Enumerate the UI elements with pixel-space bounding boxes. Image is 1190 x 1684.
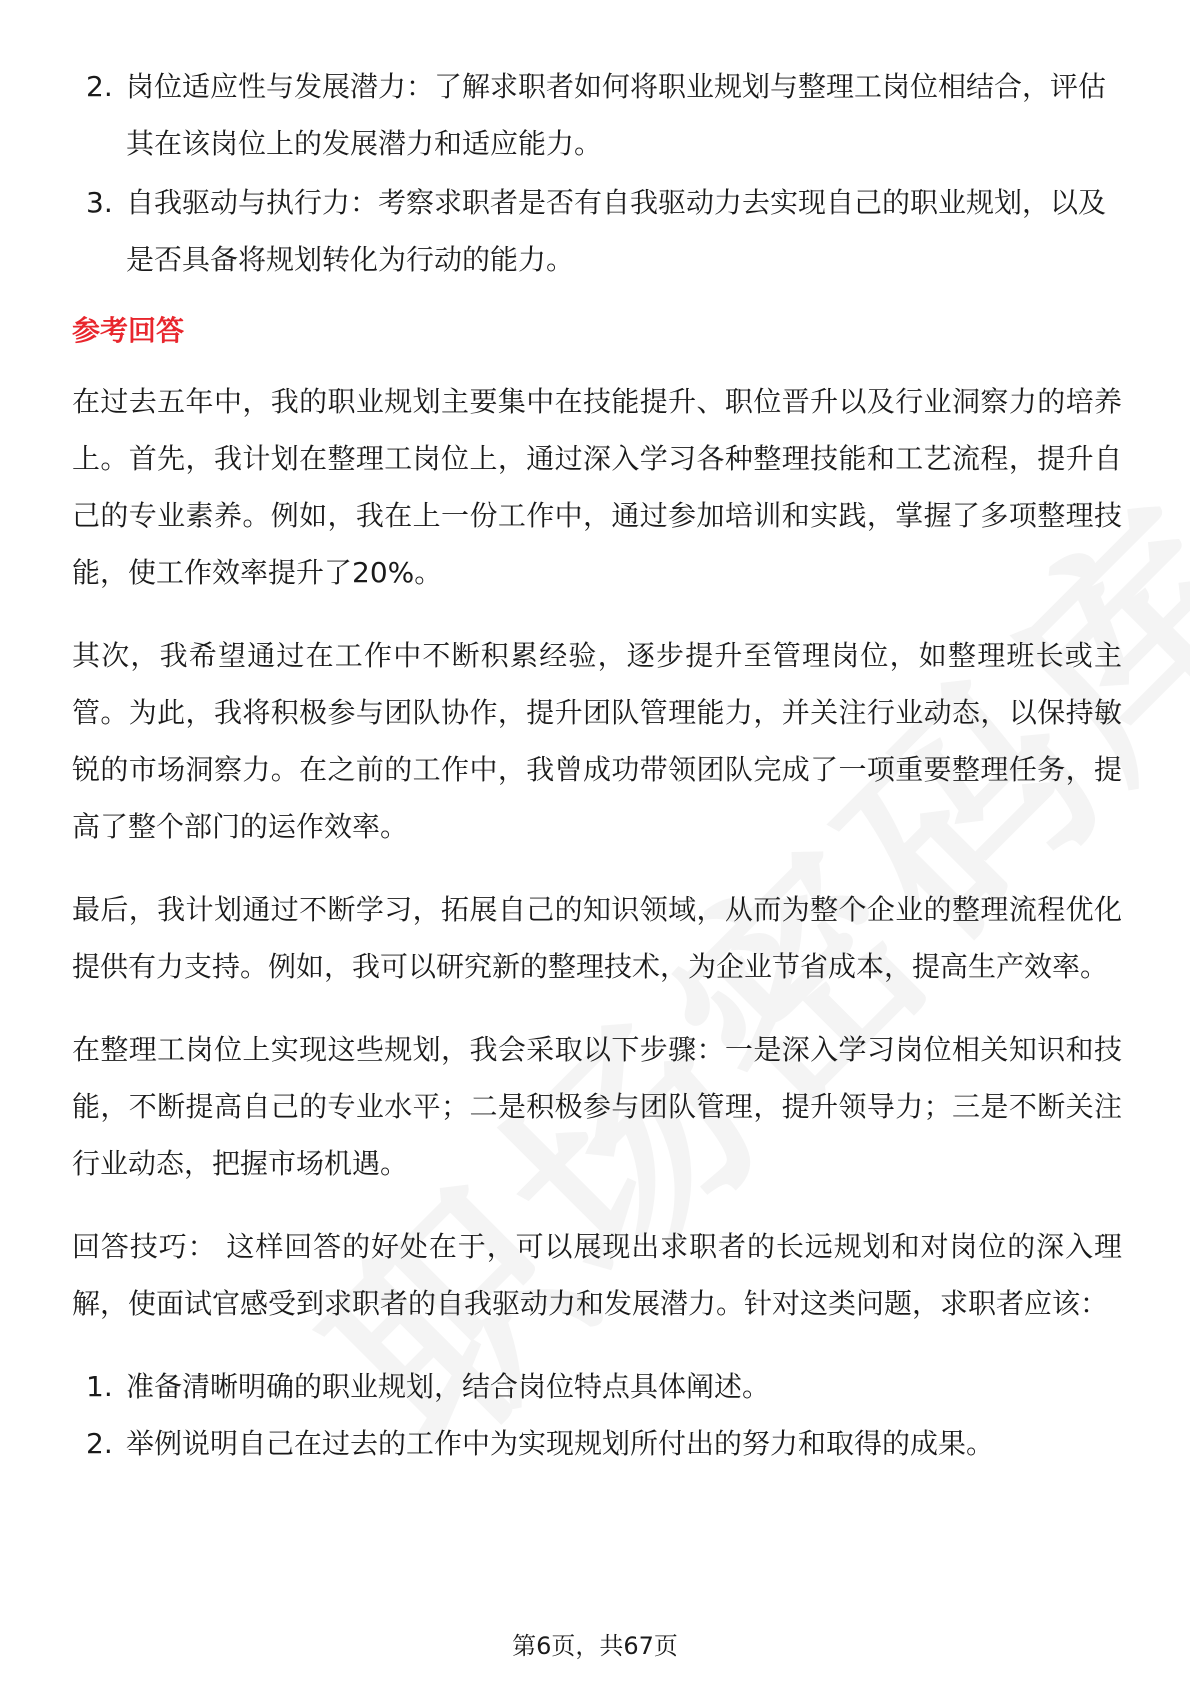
- tips-list: [72, 1358, 1122, 1472]
- list-item-number: 2.: [86, 1427, 113, 1460]
- list-item-text: 举例说明自己在过去的工作中为实现规划所付出的努力和取得的成果。: [126, 1427, 995, 1460]
- section-title: 参考回答: [72, 314, 185, 347]
- list-item: [72, 1358, 1122, 1415]
- answer-paragraph: 在整理工岗位上实现这些规划，我会采取以下步骤：一是深入学习岗位相关知识和技能，不断提高自己的专业水平；二是积极参与团队管理，提升领导力；三是不断关注行业动态，把握市场机遇。: [72, 1033, 1122, 1180]
- page-content: [72, 58, 1122, 1472]
- list-item: [72, 1415, 1122, 1472]
- answer-paragraph: 在过去五年中，我的职业规划主要集中在技能提升、职位晋升以及行业洞察力的培养上。首先，我计划在整理工岗位上，通过深入学习各种整理技能和工艺流程，提升自己的专业素养。例如，我在上一份工作中，通过参加培训和实践，掌握了多项整理技能，使工作效率提升了20%。: [72, 385, 1122, 589]
- answer-tips-paragraph: 回答技巧： 这样回答的好处在于，可以展现出求职者的长远规划和对岗位的深入理解，使面试官感受到求职者的自我驱动力和发展潜力。针对这类问题，求职者应该：: [72, 1230, 1122, 1320]
- list-item-number: 3.: [86, 186, 113, 219]
- list-item-number: 1.: [86, 1370, 113, 1403]
- evaluation-points-list: [72, 58, 1122, 288]
- list-item: [72, 58, 1122, 172]
- list-item: [72, 174, 1122, 288]
- list-item-text: 自我驱动与执行力：考察求职者是否有自我驱动力去实现自己的职业规划，以及是否具备将规划转化为行动的能力。: [126, 186, 1107, 276]
- answer-paragraph: 最后，我计划通过不断学习，拓展自己的知识领域，从而为整个企业的整理流程优化提供有力支持。例如，我可以研究新的整理技术，为企业节省成本，提高生产效率。: [72, 893, 1122, 983]
- answer-paragraph: 其次，我希望通过在工作中不断积累经验，逐步提升至管理岗位，如整理班长或主管。为此，我将积极参与团队协作，提升团队管理能力，并关注行业动态，以保持敏锐的市场洞察力。在之前的工作中，我曾成功带领团队完成了一项重要整理任务，提高了整个部门的运作效率。: [72, 639, 1122, 843]
- page-number-footer: 第6页，共67页: [512, 1632, 678, 1660]
- list-item-text: 岗位适应性与发展潜力：了解求职者如何将职业规划与整理工岗位相结合，评估其在该岗位上的发展潜力和适应能力。: [126, 70, 1107, 160]
- list-item-number: 2.: [86, 70, 113, 103]
- list-item-text: 准备清晰明确的职业规划，结合岗位特点具体阐述。: [126, 1370, 771, 1403]
